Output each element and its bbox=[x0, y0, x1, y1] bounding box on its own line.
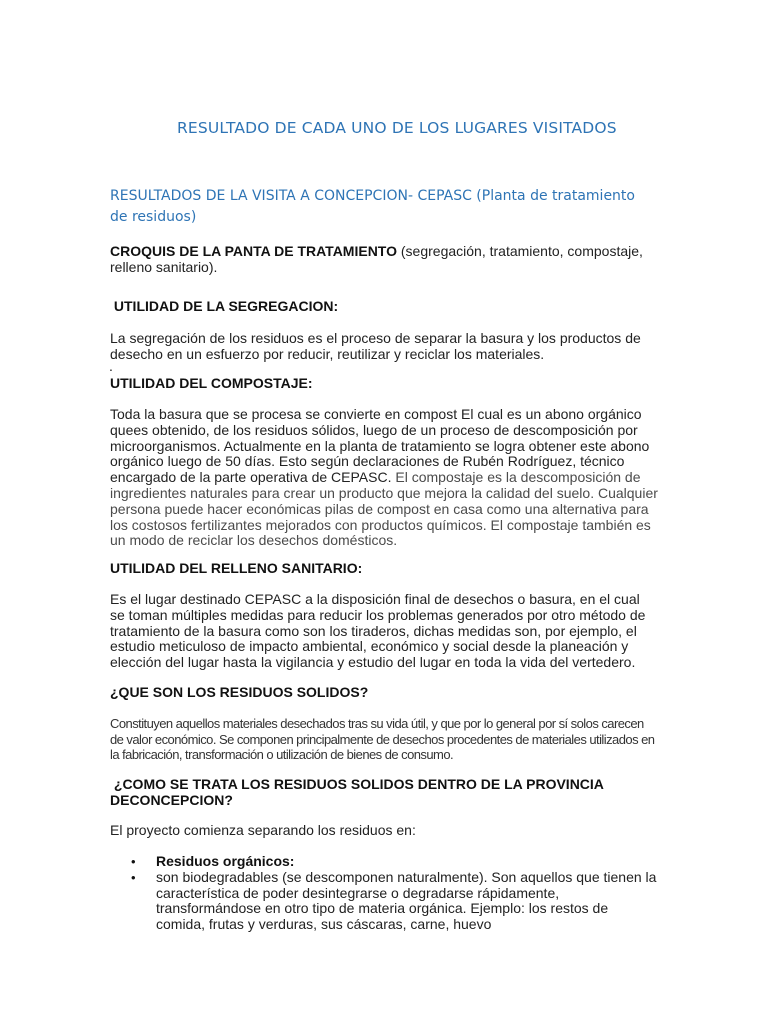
croquis-text: (segregación, tratamiento, compostaje, relleno sanitario). bbox=[110, 243, 643, 275]
bullet-icon: • bbox=[131, 854, 136, 869]
list-item-text: Residuos orgánicos: bbox=[156, 853, 295, 869]
croquis-paragraph bbox=[110, 244, 658, 276]
relleno-text: Es el lugar destinado CEPASC a la disposición final de desechos o basura, en el cual se toman múltiples medidas para reducir los problemas generados por otro método de tratamiento de la basura como son los tiraderos, dichas medidas son, por ejemplo, el estudio meticuloso de impacto ambiental, económico y social desde la planeación y elección del lugar hasta la vigilancia y estudio del lugar en toda la vida del vertedero. bbox=[110, 591, 646, 671]
section-subheading: RESULTADOS DE LA VISITA A CONCEPCION- CEPASC (Planta de tratamiento de residuos) bbox=[110, 188, 635, 225]
compostaje-text-part1: Toda la basura que se procesa se convierte en compost El cual es un abono orgánico quees obtenido, de los residuos sólidos, luego de un proceso de descomposición por microorganismos. Actualmente en la planta de tratamiento se logra obtener este abono orgánico luego de 50 días. Esto según declaraciones de Rubén Rodríguez, técnico encargado de la parte operativa de CEPASC. bbox=[110, 406, 650, 486]
residuos-types-list bbox=[110, 854, 658, 933]
compostaje-text-part2: El compostaje es la descomposición de ingredientes naturales para crear un producto que mejora la calidad del suelo. Cualquier persona puede hacer económicas pilas de compost en casa como una alternativa para los costosos fertilizantes mejorados con productos químicos. El compostaje también es un modo de reciclar los desechos domésticos. bbox=[110, 469, 658, 549]
segregacion-heading: UTILIDAD DE LA SEGREGACION: bbox=[110, 298, 339, 314]
croquis-label: CROQUIS DE LA PANTA DE TRATAMIENTO bbox=[110, 243, 397, 259]
list-item bbox=[110, 870, 658, 933]
list-item-text: son biodegradables (se descomponen naturalmente). Son aquellos que tienen la característica de poder desintegrarse o degradarse rápidamente, transformándose en otro tipo de materia orgánica. Ejemplo: los restos de comida, frutas y verduras, sus cáscaras, carne, huevo bbox=[156, 868, 657, 933]
segregacion-text: La segregación de los residuos es el proceso de separar la basura y los productos de desecho en un esfuerzo por reducir, reutilizar y reciclar los materiales. bbox=[110, 330, 641, 362]
list-item bbox=[110, 854, 658, 870]
residuos-heading: ¿QUE SON LOS RESIDUOS SOLIDOS? bbox=[110, 684, 369, 700]
provincia-intro: El proyecto comienza separando los residuos en: bbox=[110, 822, 416, 838]
compostaje-paragraph bbox=[110, 407, 658, 549]
document-title: RESULTADO DE CADA UNO DE LOS LUGARES VISITADOS bbox=[177, 119, 617, 137]
relleno-heading: UTILIDAD DEL RELLENO SANITARIO: bbox=[110, 560, 363, 576]
stray-period: . bbox=[109, 358, 113, 374]
provincia-heading: ¿COMO SE TRATA LOS RESIDUOS SOLIDOS DENTRO DE LA PROVINCIA DECONCEPCION? bbox=[110, 776, 608, 808]
residuos-text: Constituyen aquellos materiales desechados tras su vida útil, y que por lo general por sí solos carecen de valor económico. Se componen principalmente de desechos procedentes de materiales utilizados en la fabricación, transformación o utilización de bienes de consumo. bbox=[110, 716, 655, 763]
bullet-icon: • bbox=[131, 869, 136, 885]
compostaje-heading: UTILIDAD DEL COMPOSTAJE: bbox=[110, 375, 313, 391]
